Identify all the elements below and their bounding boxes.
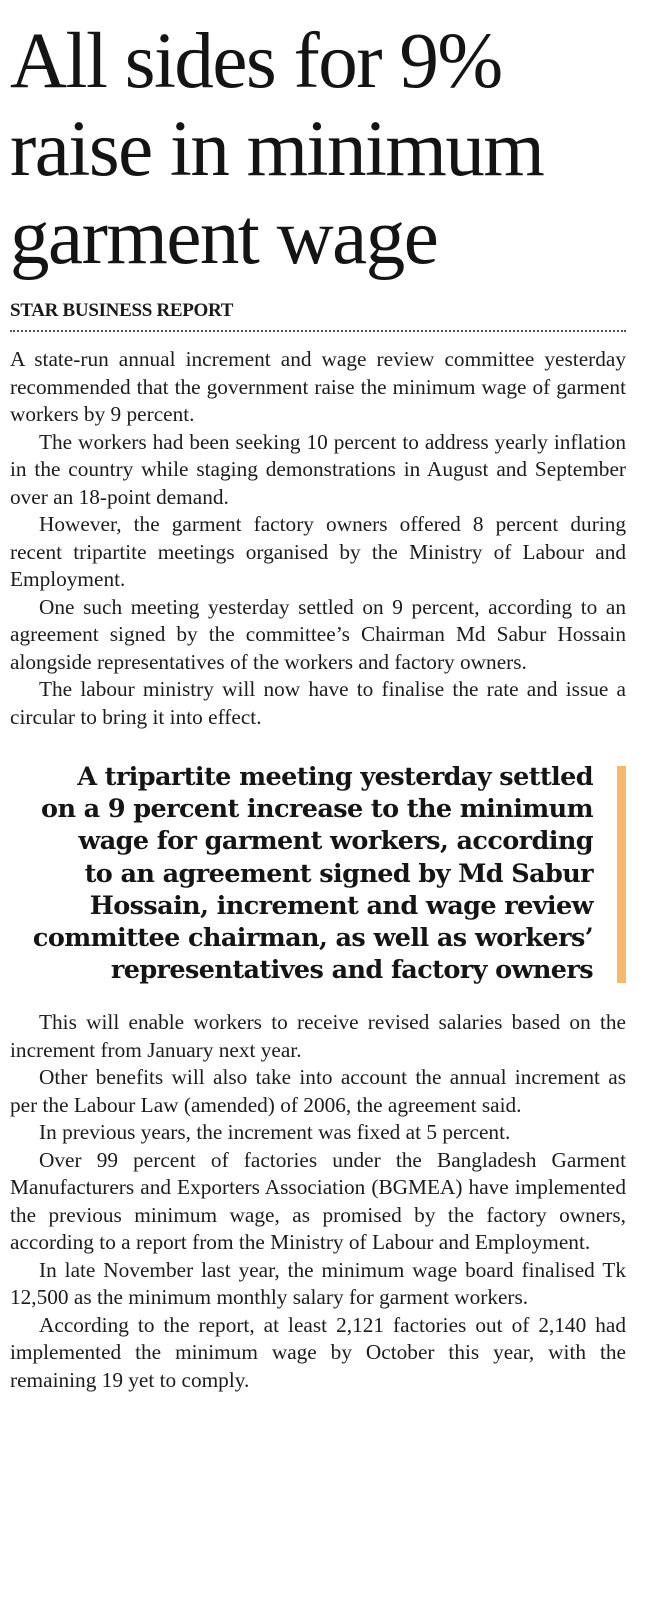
byline: STAR BUSINESS REPORT xyxy=(10,300,234,321)
paragraph: In late November last year, the minimum wage board finalised Tk 12,500 as the minimum monthly salary for garment workers. xyxy=(10,1257,626,1309)
pull-quote-line: wage for garment workers, according xyxy=(78,826,593,857)
paragraph: However, the garment factory owners offered 8 percent during recent tripartite meetings organised by the Ministry of Labour and Employment. xyxy=(10,512,626,591)
article-body-part2 xyxy=(10,1009,626,1394)
paragraph: In previous years, the increment was fixed at 5 percent. xyxy=(39,1120,511,1144)
pull-quote-line: A tripartite meeting yesterday settled xyxy=(77,762,593,792)
headline-line: raise in minimum xyxy=(10,106,544,193)
headline-line: garment wage xyxy=(10,194,438,281)
pull-quote-line: representatives and factory owners xyxy=(110,955,593,986)
article-body-part1 xyxy=(10,346,626,731)
paragraph: Other benefits will also take into account the annual increment as per the Labour Law (amended) of 2006, the agreement said. xyxy=(10,1065,626,1117)
pull-quote-line: on a 9 percent increase to the minimum xyxy=(41,794,593,825)
headline xyxy=(10,18,626,282)
pull-quote-line: to an agreement signed by Md Sabur xyxy=(84,858,593,889)
pull-quote-line: committee chairman, as well as workers’ xyxy=(32,923,593,954)
paragraph: According to the report, at least 2,121 factories out of 2,140 had implemented the minimum wage by October this year, with the remaining 19 yet to comply. xyxy=(10,1312,626,1392)
paragraph: Over 99 percent of factories under the Bangladesh Garment Manufacturers and Exporters Association (BGMEA) have implemented the previous minimum wage, as promised by the factory owners, according to a report from the Ministry of Labour and Employment. xyxy=(10,1147,626,1254)
paragraph: The labour ministry will now have to finalise the rate and issue a circular to bring it into effect. xyxy=(10,677,626,729)
dotted-divider xyxy=(10,330,626,332)
pull-quote-accent-bar xyxy=(617,766,626,983)
pull-quote-line: Hossain, increment and wage review xyxy=(89,890,593,921)
paragraph: A state-run annual increment and wage review committee yesterday recommended that the government raise the minimum wage of garment workers by 9 percent. xyxy=(10,347,626,426)
article xyxy=(10,0,626,1394)
paragraph: This will enable workers to receive revised salaries based on the increment from January next year. xyxy=(10,1010,626,1062)
paragraph: The workers had been seeking 10 percent to address yearly inflation in the country while staging demonstrations in August and September over an 18-point demand. xyxy=(10,429,626,509)
paragraph: One such meeting yesterday settled on 9 percent, according to an agreement signed by the committee’s Chairman Md Sabur Hossain alongside representatives of the workers and factory owners. xyxy=(10,594,626,674)
headline-line: All sides for 9% xyxy=(10,18,502,105)
pull-quote xyxy=(10,761,626,986)
pull-quote-text xyxy=(10,761,593,986)
